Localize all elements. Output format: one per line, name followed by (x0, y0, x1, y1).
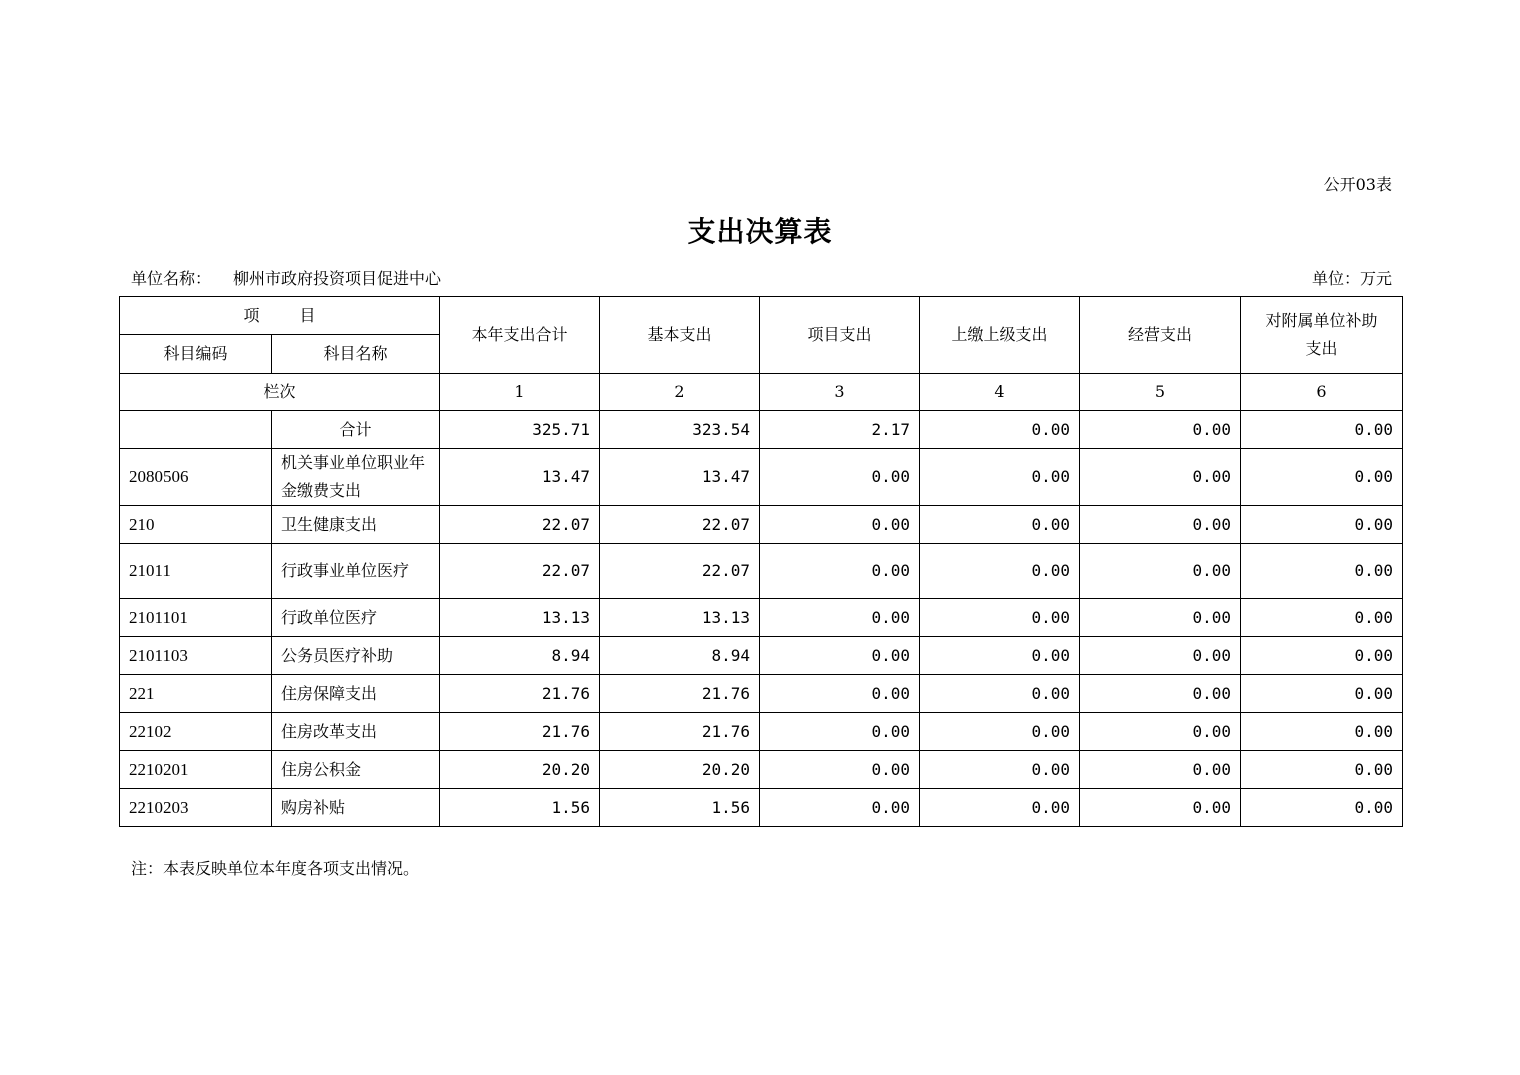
value-5: 0.00 (1080, 789, 1241, 827)
subject-name: 住房保障支出 (272, 675, 440, 713)
subject-code: 2101103 (120, 637, 272, 675)
value-6: 0.00 (1241, 637, 1403, 675)
value-4: 0.00 (920, 544, 1080, 599)
header-subject-name: 科目名称 (272, 335, 440, 374)
expenditure-table (119, 296, 1403, 827)
table-row (120, 637, 1403, 675)
unit-name-label: 单位名称： (131, 269, 212, 288)
value-2: 20.20 (600, 751, 760, 789)
subject-name: 住房改革支出 (272, 713, 440, 751)
total-value-4: 0.00 (920, 411, 1080, 449)
table-row (120, 713, 1403, 751)
value-6: 0.00 (1241, 713, 1403, 751)
total-row (120, 411, 1403, 449)
value-1: 8.94 (440, 637, 600, 675)
subject-code: 21011 (120, 544, 272, 599)
subject-code: 22102 (120, 713, 272, 751)
subject-code: 2101101 (120, 599, 272, 637)
page-title: 支出决算表 (687, 215, 833, 248)
value-2: 21.76 (600, 713, 760, 751)
value-2: 1.56 (600, 789, 760, 827)
header-project-expenditure: 项目支出 (760, 297, 920, 374)
subject-code: 2210201 (120, 751, 272, 789)
value-2: 13.13 (600, 599, 760, 637)
value-1: 13.13 (440, 599, 600, 637)
table-number: 公开03表 (1323, 175, 1392, 194)
value-5: 0.00 (1080, 544, 1241, 599)
column-index-3: 3 (760, 374, 920, 411)
unit-name-value: 柳州市政府投资项目促进中心 (233, 269, 442, 288)
table-row (120, 675, 1403, 713)
subject-code: 210 (120, 506, 272, 544)
column-index-2: 2 (600, 374, 760, 411)
table-row (120, 599, 1403, 637)
subject-code: 2210203 (120, 789, 272, 827)
column-index-6: 6 (1241, 374, 1403, 411)
value-3: 0.00 (760, 449, 920, 506)
total-value-6: 0.00 (1241, 411, 1403, 449)
value-4: 0.00 (920, 751, 1080, 789)
value-5: 0.00 (1080, 713, 1241, 751)
value-1: 22.07 (440, 506, 600, 544)
header-subsidiary-subsidy-line2: 支出 (1305, 339, 1338, 358)
value-2: 8.94 (600, 637, 760, 675)
table-body (120, 411, 1403, 827)
total-value-2: 323.54 (600, 411, 760, 449)
value-5: 0.00 (1080, 449, 1241, 506)
value-6: 0.00 (1241, 449, 1403, 506)
header-operating-expenditure: 经营支出 (1080, 297, 1241, 374)
table-row (120, 789, 1403, 827)
value-3: 0.00 (760, 637, 920, 675)
subject-name: 行政单位医疗 (272, 599, 440, 637)
value-5: 0.00 (1080, 751, 1241, 789)
total-value-5: 0.00 (1080, 411, 1241, 449)
value-3: 0.00 (760, 506, 920, 544)
value-3: 0.00 (760, 751, 920, 789)
value-6: 0.00 (1241, 506, 1403, 544)
value-4: 0.00 (920, 506, 1080, 544)
subject-name: 住房公积金 (272, 751, 440, 789)
value-1: 13.47 (440, 449, 600, 506)
value-3: 0.00 (760, 789, 920, 827)
table-row (120, 449, 1403, 506)
header-subject-code: 科目编码 (120, 335, 272, 374)
column-index-4: 4 (920, 374, 1080, 411)
value-4: 0.00 (920, 789, 1080, 827)
value-2: 13.47 (600, 449, 760, 506)
subject-name: 购房补贴 (272, 789, 440, 827)
column-index-1: 1 (440, 374, 600, 411)
table-row (120, 544, 1403, 599)
value-2: 22.07 (600, 506, 760, 544)
value-6: 0.00 (1241, 751, 1403, 789)
column-index-5: 5 (1080, 374, 1241, 411)
unit-name (131, 266, 441, 289)
header-item-mu: 目 (299, 305, 316, 325)
value-3: 0.00 (760, 713, 920, 751)
value-5: 0.00 (1080, 599, 1241, 637)
value-4: 0.00 (920, 675, 1080, 713)
header-item-xiang: 项 (243, 305, 260, 325)
table-row (120, 751, 1403, 789)
value-4: 0.00 (920, 449, 1080, 506)
header-basic-expenditure: 基本支出 (600, 297, 760, 374)
total-value-3: 2.17 (760, 411, 920, 449)
total-code-cell (120, 411, 272, 449)
header-subsidiary-subsidy-line1: 对附属单位补助 (1265, 311, 1378, 330)
header-total-expenditure: 本年支出合计 (440, 297, 600, 374)
value-4: 0.00 (920, 599, 1080, 637)
value-6: 0.00 (1241, 789, 1403, 827)
total-value-1: 325.71 (440, 411, 600, 449)
value-6: 0.00 (1241, 544, 1403, 599)
value-5: 0.00 (1080, 675, 1241, 713)
money-unit: 单位：万元 (1311, 269, 1392, 288)
value-3: 0.00 (760, 599, 920, 637)
value-1: 21.76 (440, 675, 600, 713)
subject-name: 机关事业单位职业年金缴费支出 (272, 449, 440, 506)
value-1: 20.20 (440, 751, 600, 789)
value-3: 0.00 (760, 675, 920, 713)
subject-code: 221 (120, 675, 272, 713)
table-row (120, 506, 1403, 544)
table-note: 注：本表反映单位本年度各项支出情况。 (131, 859, 420, 878)
subject-name: 行政事业单位医疗 (272, 544, 440, 599)
header-column-index-label: 栏次 (120, 374, 440, 411)
header-subsidiary-subsidy (1241, 297, 1403, 374)
value-6: 0.00 (1241, 599, 1403, 637)
value-4: 0.00 (920, 713, 1080, 751)
header-item (120, 297, 440, 335)
subject-name: 公务员医疗补助 (272, 637, 440, 675)
subject-name: 卫生健康支出 (272, 506, 440, 544)
value-5: 0.00 (1080, 506, 1241, 544)
value-1: 1.56 (440, 789, 600, 827)
total-label: 合计 (272, 411, 440, 449)
header-remit-superior: 上缴上级支出 (920, 297, 1080, 374)
table-header (120, 297, 1403, 411)
value-1: 22.07 (440, 544, 600, 599)
value-2: 21.76 (600, 675, 760, 713)
value-5: 0.00 (1080, 637, 1241, 675)
value-3: 0.00 (760, 544, 920, 599)
value-6: 0.00 (1241, 675, 1403, 713)
subject-code: 2080506 (120, 449, 272, 506)
value-2: 22.07 (600, 544, 760, 599)
value-1: 21.76 (440, 713, 600, 751)
value-4: 0.00 (920, 637, 1080, 675)
